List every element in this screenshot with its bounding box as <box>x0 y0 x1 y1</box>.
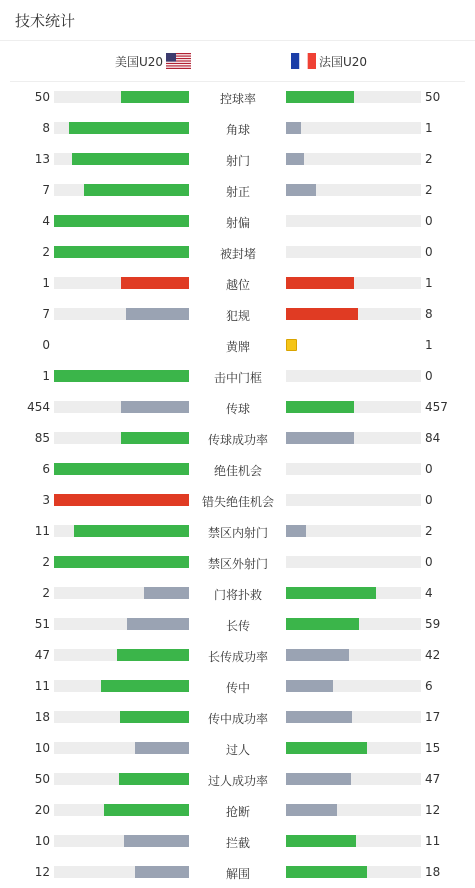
stat-label: 绝佳机会 <box>213 464 262 478</box>
yellow-card-icon <box>286 339 297 351</box>
away-value: 1 <box>425 276 433 290</box>
stat-label: 被封堵 <box>219 247 256 261</box>
home-team <box>115 41 191 81</box>
stat-row <box>0 423 475 454</box>
away-value: 2 <box>425 524 433 538</box>
away-bar-fill <box>286 866 367 878</box>
home-bar-track <box>54 308 189 320</box>
home-team-name: 美国U20 <box>115 54 164 69</box>
home-bar-fill <box>54 246 189 258</box>
home-bar-fill <box>121 401 189 413</box>
stat-label: 解围 <box>225 867 250 881</box>
stat-label: 抢断 <box>225 805 250 819</box>
stat-row <box>0 485 475 516</box>
france-flag-icon <box>291 53 316 69</box>
away-bar-track <box>286 835 421 847</box>
stat-row <box>0 764 475 795</box>
away-value: 18 <box>425 865 441 879</box>
stat-row <box>0 392 475 423</box>
away-bar-track <box>286 618 421 630</box>
home-value: 18 <box>34 710 50 724</box>
away-bar-track <box>286 866 421 878</box>
home-value: 13 <box>34 152 50 166</box>
home-bar-fill <box>120 711 189 723</box>
home-bar-fill <box>69 122 189 134</box>
home-bar-track <box>54 742 189 754</box>
away-value: 47 <box>425 772 441 786</box>
stat-row <box>0 516 475 547</box>
away-bar-fill <box>286 401 354 413</box>
away-bar-fill <box>286 680 333 692</box>
home-bar-fill <box>121 432 189 444</box>
away-bar-fill <box>286 432 354 444</box>
home-bar-track <box>54 649 189 661</box>
away-bar-track <box>286 153 421 165</box>
home-bar-track <box>54 804 189 816</box>
stat-label: 黄牌 <box>225 340 250 354</box>
home-bar-track <box>54 339 189 351</box>
away-value: 0 <box>425 555 433 569</box>
stat-label: 过人成功率 <box>207 774 268 788</box>
home-bar-track <box>54 215 189 227</box>
stat-row <box>0 547 475 578</box>
home-value: 50 <box>34 772 50 786</box>
stat-label: 射偏 <box>225 216 250 230</box>
home-bar-track <box>54 432 189 444</box>
away-value: 0 <box>425 462 433 476</box>
stat-label: 过人 <box>225 743 250 757</box>
away-value: 59 <box>425 617 441 631</box>
home-value: 2 <box>42 245 50 259</box>
away-bar-fill <box>286 804 337 816</box>
home-value: 8 <box>42 121 50 135</box>
stat-label: 犯规 <box>225 309 250 323</box>
away-value: 0 <box>425 245 433 259</box>
away-bar-track <box>286 494 421 506</box>
home-value: 12 <box>34 865 50 879</box>
away-value: 42 <box>425 648 441 662</box>
away-value: 17 <box>425 710 441 724</box>
away-bar-fill <box>286 122 301 134</box>
away-bar-track <box>286 184 421 196</box>
home-bar-track <box>54 91 189 103</box>
stat-row <box>0 609 475 640</box>
home-value: 10 <box>34 741 50 755</box>
away-bar-track <box>286 711 421 723</box>
away-bar-track <box>286 370 421 382</box>
away-team <box>291 41 367 81</box>
away-value: 15 <box>425 741 441 755</box>
away-bar-track <box>286 122 421 134</box>
home-bar-track <box>54 463 189 475</box>
home-bar-track <box>54 153 189 165</box>
home-value: 4 <box>42 214 50 228</box>
away-value: 11 <box>425 834 441 848</box>
away-bar-track <box>286 246 421 258</box>
away-bar-track <box>286 587 421 599</box>
away-value: 457 <box>425 400 448 414</box>
away-bar-track <box>286 401 421 413</box>
away-bar-fill <box>286 587 376 599</box>
stat-row <box>0 702 475 733</box>
home-value: 1 <box>42 369 50 383</box>
home-bar-fill <box>121 277 189 289</box>
stat-label: 门将扑救 <box>213 588 262 602</box>
home-bar-track <box>54 835 189 847</box>
home-bar-fill <box>104 804 189 816</box>
home-value: 50 <box>34 90 50 104</box>
stat-row <box>0 361 475 392</box>
away-bar-track <box>286 308 421 320</box>
away-value: 4 <box>425 586 433 600</box>
home-bar-track <box>54 525 189 537</box>
home-bar-track <box>54 246 189 258</box>
home-bar-track <box>54 184 189 196</box>
home-bar-track <box>54 401 189 413</box>
away-value: 6 <box>425 679 433 693</box>
away-bar-track <box>286 742 421 754</box>
away-bar-track <box>286 804 421 816</box>
stat-row <box>0 857 475 888</box>
stat-label: 传球 <box>225 402 250 416</box>
home-value: 7 <box>42 307 50 321</box>
stat-label: 射正 <box>225 185 250 199</box>
home-value: 10 <box>34 834 50 848</box>
home-bar-fill <box>54 463 189 475</box>
home-bar-fill <box>124 835 189 847</box>
home-value: 47 <box>34 648 50 662</box>
away-bar-track <box>286 215 421 227</box>
home-bar-fill <box>135 866 189 878</box>
away-value: 1 <box>425 338 433 352</box>
away-bar-fill <box>286 711 352 723</box>
page-title: 技术统计 <box>15 11 76 30</box>
away-bar-fill <box>286 835 356 847</box>
stat-label: 禁区外射门 <box>207 557 268 571</box>
home-value: 85 <box>34 431 50 445</box>
stat-row <box>0 268 475 299</box>
away-bar-track <box>286 525 421 537</box>
stat-row <box>0 144 475 175</box>
home-bar-track <box>54 370 189 382</box>
home-bar-fill <box>121 91 189 103</box>
stat-row <box>0 795 475 826</box>
away-bar-track <box>286 773 421 785</box>
stat-label: 击中门框 <box>213 371 262 385</box>
home-bar-track <box>54 556 189 568</box>
away-value: 0 <box>425 493 433 507</box>
away-bar-fill <box>286 649 349 661</box>
home-bar-track <box>54 587 189 599</box>
teams-row <box>10 41 465 82</box>
away-bar-fill <box>286 153 304 165</box>
home-bar-track <box>54 277 189 289</box>
stat-label: 长传 <box>225 619 250 633</box>
away-bar-fill <box>286 184 316 196</box>
away-bar-track <box>286 432 421 444</box>
home-bar-track <box>54 711 189 723</box>
home-bar-fill <box>117 649 189 661</box>
stat-label: 禁区内射门 <box>207 526 268 540</box>
stat-label: 控球率 <box>219 92 256 106</box>
stat-label: 传中成功率 <box>207 712 268 726</box>
stat-row <box>0 733 475 764</box>
home-value: 454 <box>27 400 50 414</box>
home-bar-fill <box>127 618 189 630</box>
away-value: 2 <box>425 152 433 166</box>
stat-row <box>0 206 475 237</box>
home-value: 51 <box>34 617 50 631</box>
away-bar-fill <box>286 277 354 289</box>
stat-row <box>0 175 475 206</box>
away-bar-track <box>286 91 421 103</box>
home-bar-track <box>54 494 189 506</box>
away-value: 84 <box>425 431 441 445</box>
away-value: 0 <box>425 214 433 228</box>
away-bar-track <box>286 556 421 568</box>
away-value: 0 <box>425 369 433 383</box>
stat-label: 拦截 <box>225 836 250 850</box>
stat-label: 传中 <box>225 681 250 695</box>
away-bar-fill <box>286 773 351 785</box>
home-value: 11 <box>34 524 50 538</box>
home-value: 2 <box>42 555 50 569</box>
stat-row <box>0 299 475 330</box>
home-bar-fill <box>54 556 189 568</box>
home-bar-fill <box>54 494 189 506</box>
home-value: 1 <box>42 276 50 290</box>
stat-label: 传球成功率 <box>207 433 268 447</box>
away-bar-fill <box>286 91 354 103</box>
away-bar-fill <box>286 618 359 630</box>
stat-row <box>0 454 475 485</box>
home-bar-fill <box>119 773 189 785</box>
stat-row <box>0 640 475 671</box>
home-bar-fill <box>74 525 189 537</box>
away-bar-fill <box>286 525 306 537</box>
away-value: 1 <box>425 121 433 135</box>
stat-row <box>0 82 475 113</box>
home-bar-track <box>54 122 189 134</box>
stat-row <box>0 826 475 857</box>
away-value: 12 <box>425 803 441 817</box>
away-value: 2 <box>425 183 433 197</box>
home-bar-fill <box>101 680 189 692</box>
us-flag-icon <box>166 53 191 69</box>
stat-label: 长传成功率 <box>207 650 268 664</box>
stat-row <box>0 671 475 702</box>
home-bar-fill <box>126 308 189 320</box>
away-value: 50 <box>425 90 441 104</box>
home-bar-track <box>54 866 189 878</box>
home-bar-fill <box>135 742 189 754</box>
home-value: 2 <box>42 586 50 600</box>
stat-row <box>0 330 475 361</box>
away-bar-track <box>286 463 421 475</box>
home-bar-track <box>54 680 189 692</box>
home-value: 11 <box>34 679 50 693</box>
stat-label: 角球 <box>225 123 250 137</box>
stats-list <box>0 82 475 888</box>
away-team-name: 法国U20 <box>319 54 368 69</box>
home-value: 20 <box>34 803 50 817</box>
home-bar-fill <box>144 587 189 599</box>
home-bar-track <box>54 618 189 630</box>
stat-row <box>0 237 475 268</box>
stat-label: 越位 <box>225 278 250 292</box>
home-value: 7 <box>42 183 50 197</box>
away-bar-fill <box>286 742 367 754</box>
stat-label: 射门 <box>225 154 250 168</box>
stat-label: 错失绝佳机会 <box>201 495 274 509</box>
home-bar-fill <box>84 184 189 196</box>
home-value: 3 <box>42 493 50 507</box>
away-bar-track <box>286 277 421 289</box>
away-bar-fill <box>286 308 358 320</box>
away-value: 8 <box>425 307 433 321</box>
home-value: 6 <box>42 462 50 476</box>
stat-row <box>0 578 475 609</box>
home-bar-fill <box>54 370 189 382</box>
home-bar-fill <box>54 215 189 227</box>
stat-row <box>0 113 475 144</box>
home-value: 0 <box>42 338 50 352</box>
away-bar-track <box>286 649 421 661</box>
home-bar-track <box>54 773 189 785</box>
stats-header <box>0 0 475 41</box>
away-bar-track <box>286 680 421 692</box>
home-bar-fill <box>72 153 189 165</box>
